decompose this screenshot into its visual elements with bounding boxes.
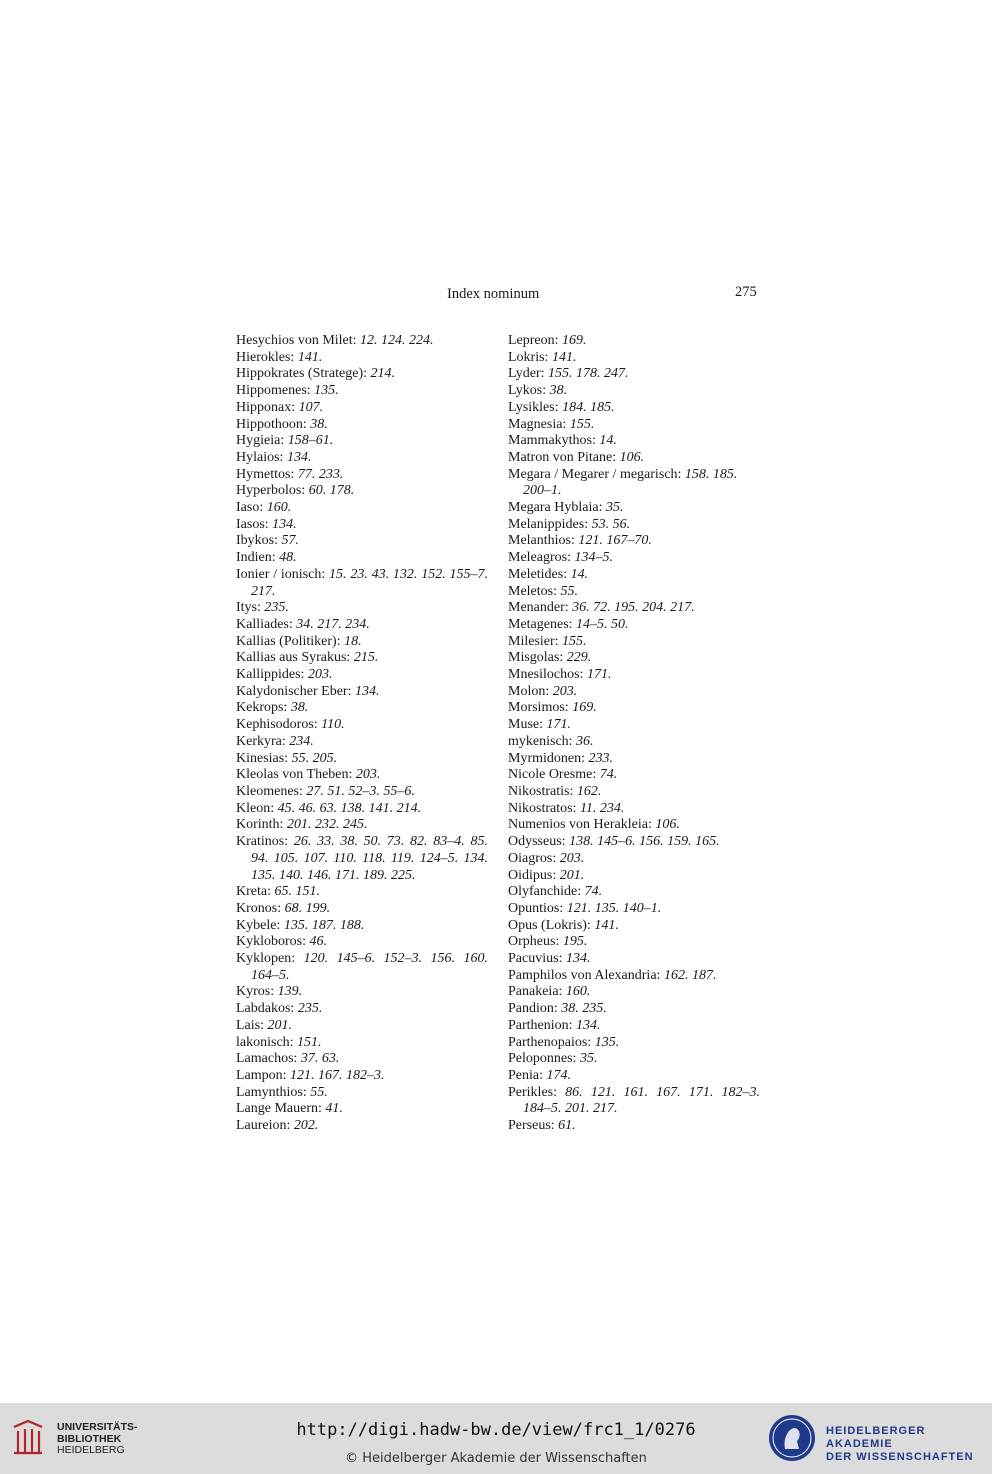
copyright-notice: © Heidelberger Akademie der Wissenschaften — [345, 1451, 647, 1466]
index-entry-refs: 106. — [619, 449, 645, 465]
index-entry-name: Meletos: — [508, 583, 557, 599]
index-entry-refs: 195. — [562, 934, 588, 950]
index-entry — [508, 400, 760, 417]
index-column-right — [508, 333, 760, 1135]
index-entry-name: Peloponnes: — [508, 1051, 577, 1067]
index-entry-refs: 233. — [588, 750, 613, 766]
index-entry — [236, 834, 488, 884]
index-entry-refs: 38. — [290, 700, 309, 716]
index-entry — [508, 784, 760, 801]
index-entry — [236, 467, 488, 484]
index-entry-refs: 201. — [267, 1017, 292, 1033]
index-entry — [508, 767, 760, 784]
index-entry — [236, 550, 488, 567]
index-entry — [508, 366, 760, 383]
index-entry-name: Kalydonischer Eber: — [236, 683, 352, 699]
index-entry-name: Iasos: — [236, 516, 269, 532]
index-entry-refs: 120. 145–6. 152–3. 156. 160. 164–5. — [251, 951, 489, 983]
index-entry — [508, 533, 760, 550]
index-entry-refs: 214. — [370, 366, 396, 382]
index-entry — [508, 834, 760, 851]
index-entry-refs: 141. — [594, 917, 619, 933]
index-entry-name: Meletides: — [508, 566, 568, 582]
index-entry — [236, 617, 488, 634]
index-entry — [508, 1035, 760, 1052]
index-entry-name: mykenisch: — [508, 733, 573, 749]
index-entry-refs: 201. — [559, 867, 585, 883]
index-entry-name: Kinesias: — [236, 750, 289, 766]
index-entry-name: Korinth: — [236, 817, 284, 833]
hadw-line-1: HEIDELBERGER AKADEMIE — [826, 1425, 926, 1450]
index-entry — [236, 450, 488, 467]
index-entry-name: Meleagros: — [508, 550, 571, 566]
index-entry-refs: 106. — [655, 817, 680, 833]
index-entry-name: Megara / Megarer / megarisch: — [508, 466, 682, 482]
index-entry-name: Parthenopaios: — [508, 1034, 592, 1050]
index-entry-name: Oiagros: — [508, 850, 557, 866]
index-entry — [508, 968, 760, 985]
index-entry-refs: 37. 63. — [300, 1051, 340, 1067]
index-entry-name: Pandion: — [508, 1001, 558, 1017]
index-entry — [236, 1068, 488, 1085]
index-entry-refs: 201. 232. 245. — [286, 817, 368, 833]
index-entry-refs: 134–5. — [574, 550, 613, 566]
index-entry-name: Kephisodoros: — [236, 717, 318, 733]
index-entry — [508, 1068, 760, 1085]
index-entry-name: Hipponax: — [236, 399, 296, 415]
index-entry-name: Melanthios: — [508, 533, 575, 549]
index-entry-name: Perikles: — [508, 1084, 557, 1100]
index-entry-refs: 135. — [314, 383, 339, 399]
index-entry — [236, 684, 488, 701]
index-entry-name: Menander: — [508, 600, 569, 616]
index-entry — [508, 901, 760, 918]
index-entry-name: Laureion: — [236, 1118, 291, 1134]
index-entry-name: Lyder: — [508, 366, 545, 382]
index-entry-name: Mnesilochos: — [508, 667, 584, 683]
index-entry-refs: 36. 72. 195. 204. 217. — [572, 600, 695, 616]
index-entry-refs: 169. — [572, 700, 597, 716]
academy-seal-icon — [767, 1413, 817, 1463]
index-entry — [236, 1001, 488, 1018]
index-entry-refs: 229. — [566, 650, 592, 666]
index-entry-name: Ionier / ionisch: — [236, 566, 326, 582]
index-entry — [236, 500, 488, 517]
index-entry-refs: 55. 205. — [291, 750, 338, 766]
index-entry-name: Muse: — [508, 717, 543, 733]
ub-line-1: UNIVERSITÄTS- — [57, 1421, 138, 1433]
index-entry-name: Kyros: — [236, 984, 275, 1000]
index-entry — [236, 884, 488, 901]
index-entry-refs: 134. — [354, 683, 380, 699]
index-entry-name: Lysikles: — [508, 399, 559, 415]
index-entry-name: Hylaios: — [236, 449, 284, 465]
index-entry-refs: 139. — [277, 984, 303, 1000]
index-entry — [508, 517, 760, 534]
index-entry — [236, 801, 488, 818]
index-entry — [508, 951, 760, 968]
index-entry — [508, 1118, 760, 1135]
index-entry-refs: 171. — [586, 667, 612, 683]
index-entry — [508, 868, 760, 885]
academy-name — [826, 1425, 992, 1464]
index-entry-refs: 74. — [599, 767, 618, 783]
index-entry — [508, 617, 760, 634]
index-entry-refs: 155. — [562, 633, 587, 649]
index-entry-name: Oidipus: — [508, 867, 557, 883]
index-entry-refs: 77. 233. — [297, 466, 344, 482]
index-entry-name: Orpheus: — [508, 934, 560, 950]
index-entry-name: Olyfanchide: — [508, 884, 582, 900]
index-entry — [236, 700, 488, 717]
index-entry-name: Ibykos: — [236, 533, 278, 549]
index-entry — [236, 901, 488, 918]
index-entry-name: Lamynthios: — [236, 1084, 307, 1100]
index-entry-name: Opus (Lokris): — [508, 917, 591, 933]
index-entry-name: Nikostratis: — [508, 783, 574, 799]
index-entry — [236, 667, 488, 684]
index-entry — [508, 433, 760, 450]
index-entry-refs: 53. 56. — [591, 516, 631, 532]
ub-line-2: BIBLIOTHEK — [57, 1432, 122, 1445]
index-entry-refs: 202. — [293, 1118, 319, 1134]
index-entry-refs: 18. — [344, 633, 362, 649]
index-entry — [236, 751, 488, 768]
index-entry-name: Nicole Oresme: — [508, 767, 597, 783]
index-entry-refs: 203. — [307, 667, 333, 683]
index-entry — [508, 851, 760, 868]
index-entry — [508, 417, 760, 434]
index-entry-name: Labdakos: — [236, 1001, 295, 1017]
index-entry-refs: 171. — [546, 717, 571, 733]
index-entry-name: Pamphilos von Alexandria: — [508, 967, 661, 983]
index-entry-name: Kekrops: — [236, 700, 288, 716]
index-entry-name: Hygieia: — [236, 433, 285, 449]
index-entry-name: Lais: — [236, 1017, 264, 1033]
index-entry-refs: 215. — [353, 650, 379, 666]
index-entry-refs: 11. 234. — [579, 800, 625, 816]
index-entry — [508, 934, 760, 951]
index-entry — [236, 567, 488, 600]
index-entry-refs: 174. — [546, 1067, 571, 1083]
index-entry — [508, 567, 760, 584]
index-entry-refs: 55. — [560, 583, 578, 599]
index-entry-refs: 134. — [576, 1017, 601, 1033]
index-entry-name: Numenios von Herakleia: — [508, 817, 652, 833]
index-entry-refs: 26. 33. 38. 50. 73. 82. 83–4. 85. 94. 105. 107. 110. 118. 119. 124–5. 134. 135. 140. 146. 171. 189. 225. — [251, 834, 489, 883]
index-entry — [508, 600, 760, 617]
index-entry-name: Mammakythos: — [508, 433, 596, 449]
index-entry — [508, 584, 760, 601]
index-entry-name: Lampon: — [236, 1067, 287, 1083]
index-entry-refs: 158. 185. 200–1. — [523, 466, 738, 499]
index-entry — [236, 784, 488, 801]
index-entry-refs: 203. — [552, 683, 578, 699]
index-entry — [508, 634, 760, 651]
index-entry-refs: 14. — [570, 566, 589, 582]
index-entry — [508, 884, 760, 901]
index-entry-name: Pacuvius: — [508, 951, 563, 967]
index-entry-name: Kleon: — [236, 800, 275, 816]
index-entry — [236, 417, 488, 434]
index-entry-name: Hesychios von Milet: — [236, 333, 357, 348]
index-entry-refs: 107. — [298, 399, 324, 415]
index-entry — [508, 450, 760, 467]
index-entry-refs: 138. 145–6. 156. 159. 165. — [569, 834, 720, 850]
ub-line-3: HEIDELBERG — [57, 1444, 125, 1456]
index-entry-refs: 235. — [297, 1001, 323, 1017]
index-entry — [236, 984, 488, 1001]
index-entry-refs: 14–5. 50. — [576, 616, 629, 632]
index-entry-name: Megara Hyblaia: — [508, 500, 603, 516]
index-entry-name: Magnesia: — [508, 416, 567, 432]
index-entry-refs: 55. — [310, 1084, 328, 1100]
index-entry-refs: 184. 185. — [562, 399, 615, 415]
index-entry-name: Hyperbolos: — [236, 483, 306, 499]
index-entry — [508, 650, 760, 667]
index-entry — [236, 634, 488, 651]
index-entry-refs: 45. 46. 63. 138. 141. 214. — [277, 800, 422, 816]
index-entry — [508, 333, 760, 350]
index-entry-refs: 160. — [565, 984, 591, 1000]
index-entry — [236, 533, 488, 550]
index-entry-name: Hippokrates (Stratege): — [236, 366, 368, 382]
index-entry — [508, 500, 760, 517]
index-entry-refs: 74. — [584, 884, 603, 900]
index-entry — [508, 350, 760, 367]
index-entry-refs: 15. 23. 43. 132. 152. 155–7. 217. — [251, 566, 488, 599]
index-entry-refs: 34. 217. 234. — [296, 616, 370, 632]
index-entry-refs: 38. — [549, 383, 568, 399]
hadw-line-2: DER WISSENSCHAFTEN — [826, 1451, 974, 1463]
permalink-url[interactable]: http://digi.hadw-bw.de/view/frc1_1/0276 — [296, 1420, 696, 1440]
index-entry — [508, 918, 760, 935]
index-entry-name: Kleomenes: — [236, 783, 303, 799]
index-entry-refs: 57. — [281, 533, 299, 549]
index-entry — [508, 1001, 760, 1018]
index-entry-name: Itys: — [236, 600, 261, 616]
index-entry-name: Kronos: — [236, 900, 282, 916]
index-entry-refs: 155. — [569, 416, 595, 432]
index-entry-refs: 203. — [559, 850, 585, 866]
index-entry-refs: 135. 187. 188. — [283, 917, 365, 933]
index-entry-name: Matron von Pitane: — [508, 449, 617, 465]
index-entry-name: Kallippides: — [236, 667, 305, 683]
index-entry-refs: 135. — [594, 1034, 620, 1050]
index-entry — [508, 801, 760, 818]
index-entry-name: Myrmidonen: — [508, 750, 585, 766]
index-entry — [236, 383, 488, 400]
index-entry — [236, 600, 488, 617]
index-entry-name: Lepreon: — [508, 333, 559, 348]
index-entry-name: Kratinos: — [236, 834, 289, 850]
index-entry-name: Kallias aus Syrakus: — [236, 650, 351, 666]
index-entry — [508, 684, 760, 701]
page-number: 275 — [735, 284, 757, 300]
index-entry-refs: 234. — [289, 733, 314, 749]
index-entry-name: Indien: — [236, 550, 276, 566]
index-entry-refs: 162. — [576, 783, 602, 799]
index-entry — [236, 1118, 488, 1135]
index-entry-name: Kykloboros: — [236, 934, 306, 950]
index-entry — [508, 751, 760, 768]
index-entry-refs: 35. — [605, 500, 624, 516]
index-entry-name: Kallias (Politiker): — [236, 633, 341, 649]
index-entry-name: Hierokles: — [236, 349, 295, 365]
index-entry-refs: 38. — [310, 416, 328, 432]
index-entry-refs: 203. — [355, 767, 381, 783]
index-entry-name: Molon: — [508, 683, 550, 699]
index-entry-name: Hippothoon: — [236, 416, 307, 432]
index-entry — [236, 717, 488, 734]
index-entry — [508, 550, 760, 567]
index-entry — [236, 333, 488, 350]
index-entry-name: Melanippides: — [508, 516, 589, 532]
index-entry — [236, 517, 488, 534]
index-entry-refs: 141. — [551, 349, 577, 365]
index-entry — [508, 467, 760, 500]
index-entry-refs: 60. 178. — [308, 483, 355, 499]
index-entry — [508, 817, 760, 834]
index-entry-name: Hippomenes: — [236, 383, 311, 399]
index-entry-refs: 121. 167–70. — [578, 533, 652, 549]
index-entry-name: Kleolas von Theben: — [236, 767, 353, 783]
index-entry-refs: 121. 135. 140–1. — [566, 900, 662, 916]
index-entry — [508, 717, 760, 734]
index-entry — [236, 433, 488, 450]
running-head-title: Index nominum — [447, 286, 540, 302]
index-entry-refs: 65. 151. — [274, 884, 320, 900]
index-entry-refs: 134. — [565, 951, 591, 967]
index-entry — [236, 1018, 488, 1035]
index-entry-refs: 134. — [286, 449, 312, 465]
index-entry — [236, 951, 488, 984]
index-entry-name: Milesier: — [508, 633, 559, 649]
footer-bar — [0, 1403, 992, 1474]
index-entry-refs: 141. — [297, 349, 323, 365]
index-entry-name: Opuntios: — [508, 900, 564, 916]
index-entry-refs: 27. 51. 52–3. 55–6. — [306, 783, 415, 799]
index-entry — [236, 483, 488, 500]
index-entry-name: Panakeia: — [508, 984, 563, 1000]
index-entry-name: Lange Mauern: — [236, 1101, 322, 1117]
index-entry-name: Lokris: — [508, 349, 549, 365]
index-entry-name: Lykos: — [508, 383, 547, 399]
index-entry-refs: 235. — [264, 600, 289, 616]
index-entry — [508, 383, 760, 400]
index-entry-name: Morsimos: — [508, 700, 569, 716]
index-entry-name: Perseus: — [508, 1118, 555, 1134]
index-entry-name: Kybele: — [236, 917, 281, 933]
index-entry — [236, 1035, 488, 1052]
index-entry — [236, 1101, 488, 1118]
index-entry-name: Penia: — [508, 1067, 543, 1083]
index-entry-refs: 48. — [279, 550, 297, 566]
index-column-left — [236, 333, 488, 1135]
index-entry-refs: 61. — [558, 1118, 576, 1134]
index-entry-refs: 86. 121. 161. 167. 171. 182–3. 184–5. 201. 217. — [523, 1084, 761, 1117]
index-entry-name: Misgolas: — [508, 650, 564, 666]
index-entry-refs: 68. 199. — [284, 900, 331, 916]
index-entry — [236, 918, 488, 935]
index-entry-refs: 12. 124. 224. — [360, 333, 434, 348]
index-entry-name: Nikostratos: — [508, 800, 577, 816]
index-entry-name: Kyklopen: — [236, 951, 296, 967]
index-entry-refs: 158–61. — [287, 433, 334, 449]
index-entry-refs: 134. — [272, 516, 297, 532]
index-entry — [236, 1051, 488, 1068]
index-entry — [236, 366, 488, 383]
index-entry-refs: 14. — [599, 433, 617, 449]
index-entry-name: Iaso: — [236, 500, 264, 516]
index-entry-refs: 46. — [309, 934, 327, 950]
index-entry — [508, 734, 760, 751]
index-entry — [508, 1051, 760, 1068]
index-entry-name: Odysseus: — [508, 834, 566, 850]
index-entry — [236, 1085, 488, 1102]
index-entry — [236, 350, 488, 367]
index-entry — [508, 700, 760, 717]
index-entry — [236, 934, 488, 951]
index-entry-refs: 151. — [297, 1034, 322, 1050]
index-entry-name: Kerkyra: — [236, 733, 286, 749]
index-entry — [236, 817, 488, 834]
index-entry-refs: 160. — [266, 500, 292, 516]
index-entry-refs: 121. 167. 182–3. — [290, 1067, 385, 1083]
index-entry-refs: 36. — [576, 733, 594, 749]
index-entry-name: Parthenion: — [508, 1017, 573, 1033]
index-entry — [236, 650, 488, 667]
index-entry-refs: 38. 235. — [561, 1001, 607, 1017]
index-entry-name: Lamachos: — [236, 1051, 298, 1067]
index-entry-refs: 110. — [321, 717, 345, 733]
index-entry — [508, 1018, 760, 1035]
index-entry-name: Kalliades: — [236, 616, 293, 632]
index-entry — [236, 400, 488, 417]
index-entry — [508, 667, 760, 684]
index-entry-name: Metagenes: — [508, 616, 573, 632]
index-entry — [508, 984, 760, 1001]
index-entry — [236, 734, 488, 751]
index-entry-refs: 35. — [579, 1051, 598, 1067]
index-entry-name: Hymettos: — [236, 466, 295, 482]
index-entry-name: Kreta: — [236, 884, 271, 900]
index-entry-refs: 169. — [562, 333, 587, 348]
index-entry — [508, 1085, 760, 1118]
index-entry-refs: 155. 178. 247. — [548, 366, 629, 382]
index-entry-refs: 162. 187. — [663, 967, 717, 983]
index-entry-refs: 41. — [325, 1101, 343, 1117]
index-entry-name: lakonisch: — [236, 1034, 294, 1050]
index-entry — [236, 767, 488, 784]
